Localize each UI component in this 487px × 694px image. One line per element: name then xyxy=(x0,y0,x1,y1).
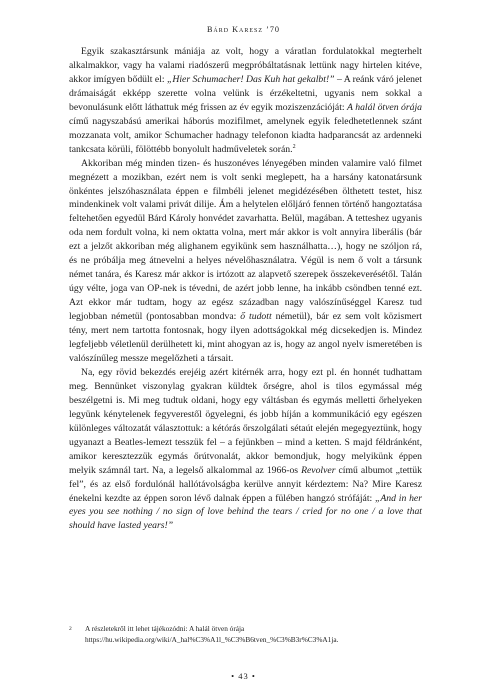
paragraph xyxy=(69,157,422,366)
italic-text: A halál ötven órája xyxy=(347,101,422,113)
text-run: című albumot „tettük fel”, és az első fordulónál hallótávolságba kerülve annyit kérdeztem: Na? Mire Karesz énekelni kezdte az éppen soron lévő dalnak éppen a fülében hangzó strófáját: xyxy=(69,464,422,504)
italic-text: Revolver xyxy=(301,464,336,476)
page-number: • 43 • xyxy=(231,671,256,681)
paragraph xyxy=(69,366,422,533)
italic-text: „And in her eyes you see nothing / no sign of love behind the tears / cried for no one / a love that should have lasted years!” xyxy=(69,492,422,532)
paragraph xyxy=(69,45,422,157)
italic-text: ő tudott xyxy=(240,311,272,323)
footnote-text: A részletekről itt lehet tájékozódni: A halál ötven órája https://hu.wikipedia.org/wiki/A_hal%C3%A1l_%C3%B6tven_%C3%B3r%C3%A1ja. xyxy=(85,624,339,644)
footnote-reference: 2 xyxy=(292,143,296,150)
body-text xyxy=(69,45,422,533)
text-run: Akkoriban még minden tizen- és huszonéves lényegében minden valamire való filmet megnézett a mozikban, ezért nem is volt senki meglepett, ha a harsány katonatársunk önkéntes jelszóhasználata éppen e filmbéli jelenet megidézésében ölthetett testet, hisz mindenkinek volt valami privát dilije. Ám a helytelen előljáró fennen történő hangoztatása feltehetően egyedül Bárd Károly honvédet zavarhatta. Belül, magában. A tetteshez ugyanis oda nem fordult volna, ki nem oktatta volna, mert már akkor is volt annyira liberális (bár ezt a jelzőt akkoriban még alighanem egyikünk sem használhatta…), hogy ne szóljon rá, és ne próbálja meg átnevelni a helyes névelőhasználatra. Végül is nem ő volt a társunk német tanára, és Karesz már akkor is irtózott az alapvető szerepek összekeverésétől. Talán úgy vélte, joga van OP-nek is tévedni, de azért jobb lenne, ha inkább csöndben tenné ezt. Azt ekkor már tudtam, hogy az egész században nagy valószínűséggel Karesz tud legjobban németül (pontosabban mondva: xyxy=(69,157,422,323)
italic-text: „Hier Schumacher! Das Kuh hat gekalbt!” xyxy=(166,73,335,85)
footnote-number: 2 xyxy=(69,626,72,632)
footnote xyxy=(69,624,422,645)
text-run: Egyik szakasztársunk mániája az volt, hogy a váratlan fordulatokkal megterhelt alkalmakkor, vagy ha valami riadószerű megpróbáltatásnak lettünk nagy hirtelen kitéve, akkor imígyen bődült el: xyxy=(69,46,422,85)
text-run: Na, egy rövid bekezdés erejéig azért kitérnék arra, hogy ezt pl. én honnét tudhattam meg. Bennünket viszonylag gyakran küldtek őrségre, ahol is tilos egymással még beszélgetni is. Mi meg tudtuk oldani, hogy egy váltásban és egymás melletti őrhelyeken legyünk kénytelenek fegyverestől ögyelegni, és jobb híján a kommunikáció egy egészen különleges változatát választottuk: a kétórás őrszolgálati sétaút elején megegyeztünk, hogy ugyanazt a Beatles-lemezt tesszük fel – a fejünkben – mind a ketten. S majd féldránként, amikor keresztezzük egymás őrútvonalát, akkor bemondjuk, hogy melyikünk éppen melyik számnál tart. Na, a legelső alkalommal az 1966-os xyxy=(69,366,422,476)
text-run: – A reánk váró jelenet drámaiságát ekképp szerette volna velünk is érzékeltetni, ugyanis nem sokkal a bevonulásunk előtt láthattuk még frissen az év egyik moziszenzációját: xyxy=(69,73,423,113)
text-run: németül), bár ez sem volt közismert tény, mert nem tartotta fontosnak, hogy ilyen adottságokkal még dicsekedjen is. Mindez legfeljebb véletlenül derülhetett ki, mint ahogyan az is, hogy az angol nyelv ismeretében is valószínűleg messze megelőzheti a társait. xyxy=(69,311,422,364)
text-run: című nagyszabású amerikai háborús mozifilmet, amelynek egyik feledhetetlennek szánt mozzanata volt, amikor Schumacher hadnagy telefonon kiadta hadparancsát az ardenneki tankcsata körüli, fölöttébb bonyolult hadműveletek során. xyxy=(69,115,422,155)
running-header: Bárd Karesz ’70 xyxy=(206,25,281,34)
